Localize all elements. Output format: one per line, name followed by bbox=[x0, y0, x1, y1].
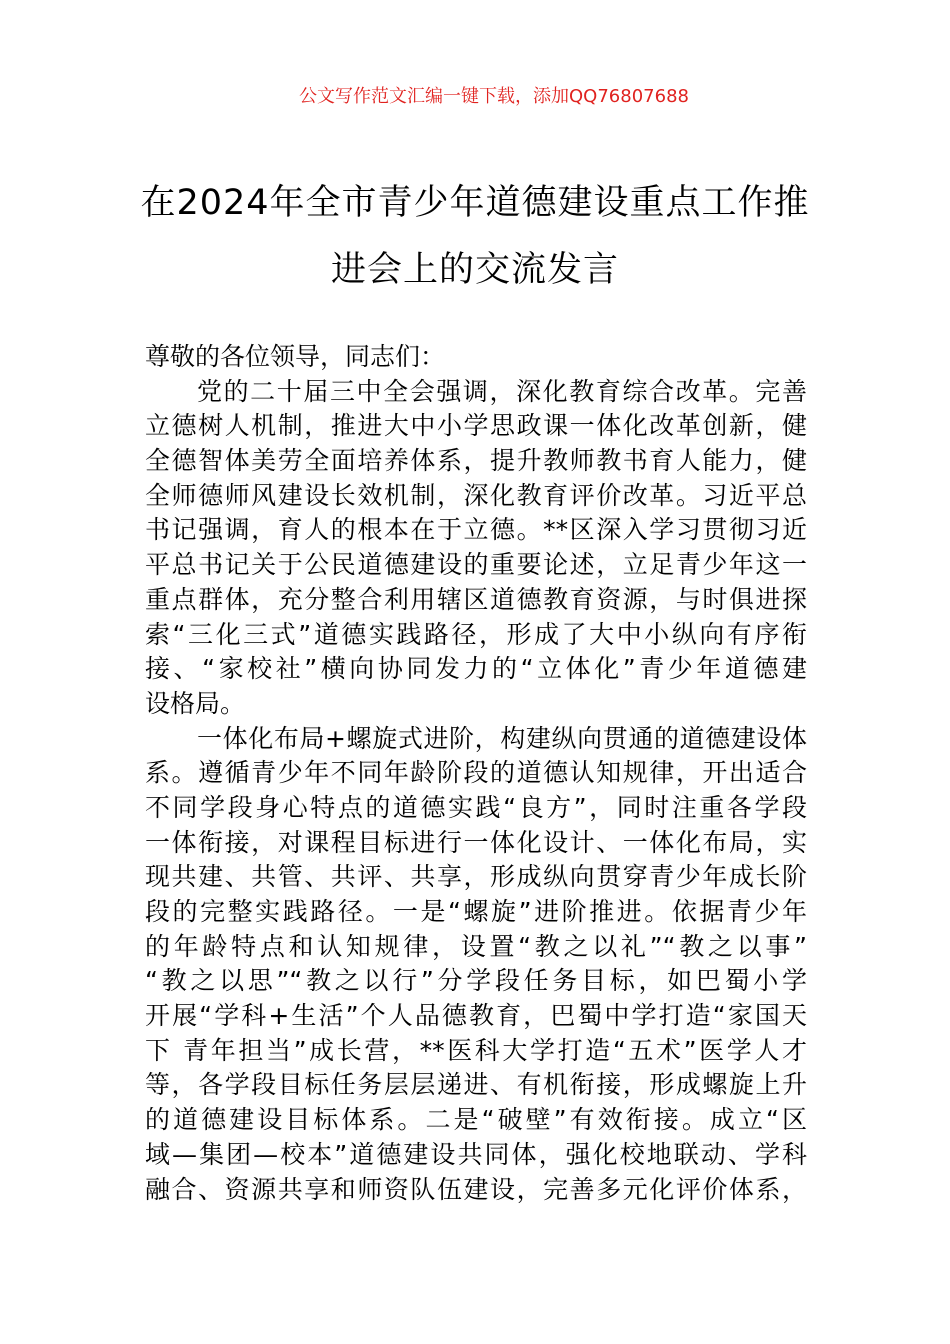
body-text-line: 尊敬的各位领导，同志们： bbox=[145, 342, 446, 371]
body-text-line: 的道德建设目标体系。二是“破壁”有效衔接。成立“区 bbox=[145, 1105, 807, 1135]
body-text-line: 全德智体美劳全面培养体系，提升教师教书育人能力，健 bbox=[145, 446, 807, 476]
body-text-line: 索“三化三式”道德实践路径，形成了大中小纵向有序衔 bbox=[145, 619, 807, 649]
body-text-line: 的年龄特点和认知规律，设置“教之以礼”“教之以事” bbox=[145, 931, 807, 961]
download-watermark-link: 公文写作范文汇编一键下载，添加QQ76807688 bbox=[299, 86, 689, 107]
body-text-line: 开展“学科+生活”个人品德教育，巴蜀中学打造“家国天 bbox=[145, 1001, 807, 1031]
body-text-line: 现共建、共管、共评、共享，形成纵向贯穿青少年成长阶 bbox=[145, 862, 807, 892]
body-text-line: 全师德师风建设长效机制，深化教育评价改革。习近平总 bbox=[145, 480, 807, 510]
body-text-line: 设格局。 bbox=[145, 688, 246, 718]
body-text-line: 系。遵循青少年不同年龄阶段的道德认知规律，开出适合 bbox=[145, 758, 807, 788]
body-text-line: 融合、资源共享和师资队伍建设，完善多元化评价体系， bbox=[145, 1174, 807, 1204]
body-text-line: 重点群体，充分整合利用辖区道德教育资源，与时俱进探 bbox=[145, 584, 807, 614]
body-text-line: 不同学段身心特点的道德实践“良方”，同时注重各学段 bbox=[145, 792, 807, 822]
document-title-line-1: 在2024年全市青少年道德建设重点工作推 bbox=[140, 183, 810, 223]
body-text-line: 平总书记关于公民道德建设的重要论述，立足青少年这一 bbox=[145, 550, 807, 580]
body-text-line: 接、“家校社”横向协同发力的“立体化”青少年道德建 bbox=[145, 654, 807, 684]
body-text-line: 立德树人机制，推进大中小学思政课一体化改革创新，健 bbox=[145, 411, 807, 441]
body-text-line: 域—集团—校本”道德建设共同体，强化校地联动、学科 bbox=[145, 1139, 807, 1169]
body-text-line: 一体衔接，对课程目标进行一体化设计、一体化布局，实 bbox=[145, 827, 807, 857]
body-text-line: 党的二十届三中全会强调，深化教育综合改革。完善 bbox=[197, 376, 807, 406]
body-text-line: 书记强调，育人的根本在于立德。**区深入学习贯彻习近 bbox=[145, 515, 807, 545]
document-title-line-2: 进会上的交流发言 bbox=[330, 250, 619, 290]
body-text-line: 下 青年担当”成长营，**医科大学打造“五术”医学人才 bbox=[145, 1035, 807, 1065]
body-text-line: “教之以思”“教之以行”分学段任务目标，如巴蜀小学 bbox=[145, 966, 807, 996]
body-text-line: 等，各学段目标任务层层递进、有机衔接，形成螺旋上升 bbox=[145, 1070, 807, 1100]
body-text-line: 段的完整实践路径。一是“螺旋”进阶推进。依据青少年 bbox=[145, 897, 807, 926]
document-body bbox=[145, 340, 807, 1207]
body-text-line: 一体化布局+螺旋式进阶，构建纵向贯通的道德建设体 bbox=[197, 723, 807, 753]
